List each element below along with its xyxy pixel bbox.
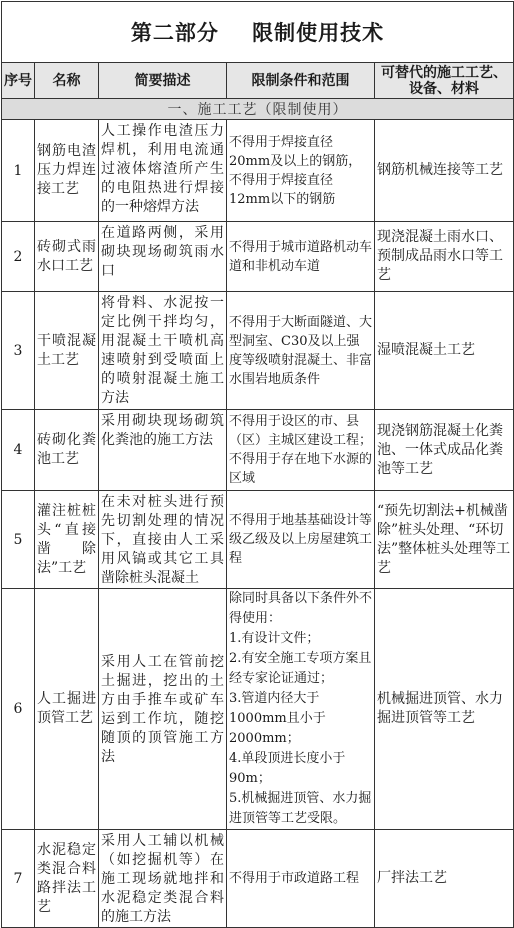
page-title: 第二部分 限制使用技术 <box>2 2 514 63</box>
table-row <box>2 120 514 222</box>
row-num: 7 <box>2 830 35 928</box>
row-num: 2 <box>2 222 35 292</box>
row-alt: 现浇混凝土雨水口、预制成品雨水口等工艺 <box>375 222 514 292</box>
cond-item: 1.有设计文件； <box>229 631 320 646</box>
row-name: 钢筋电渣压力焊连接工艺 <box>35 120 99 222</box>
header-cond: 限制条件和范围 <box>227 63 375 99</box>
header-row <box>2 63 514 99</box>
row-cond: 不得用于设区的市、县（区）主城区建设工程；不得用于存在地下水源的区域 <box>227 410 375 491</box>
row-desc: 采用人工在管前挖土掘进，挖出的土方由手推车或矿车运到工作坑，随挖随顶的顶管施工方法 <box>99 589 227 830</box>
table-row <box>2 589 514 830</box>
row-alt: “预先切割法+机械凿除”桩头处理、“环切法”整体桩头处理等工艺 <box>375 491 514 589</box>
row-alt: 厂拌法工艺 <box>375 830 514 928</box>
row-desc: 在未对桩头进行预先切割处理的情况下，直接由人工采用风镐或其它工具凿除桩头混凝土 <box>99 491 227 589</box>
row-cond: 不得用于大断面隧道、大型洞室、C30及以上强度等级喷射混凝土、非富水围岩地质条件 <box>227 292 375 410</box>
header-name: 名称 <box>35 63 99 99</box>
row-num: 6 <box>2 589 35 830</box>
row-alt: 湿喷混凝土工艺 <box>375 292 514 410</box>
row-desc: 在道路两侧，采用砌块现场砌筑雨水口 <box>99 222 227 292</box>
row-name: 干喷混凝土工艺 <box>35 292 99 410</box>
row-num: 5 <box>2 491 35 589</box>
cond-item: 2.有安全施工专项方案且经专家论证通过； <box>229 651 372 686</box>
table-row <box>2 491 514 589</box>
cond-item: 5.机械掘进顶管、水力掘进顶管等工艺受限。 <box>229 791 372 826</box>
row-name: 砖砌式雨水口工艺 <box>35 222 99 292</box>
row-cond: 不得用于城市道路机动车道和非机动车道 <box>227 222 375 292</box>
row-alt: 钢筋机械连接等工艺 <box>375 120 514 222</box>
header-num: 序号 <box>2 63 35 99</box>
row-name: 人工掘进顶管工艺 <box>35 589 99 830</box>
row-desc: 将骨料、水泥按一定比例干拌均匀，用混凝土干喷机高速喷射到受喷面上的喷射混凝土施工方法 <box>99 292 227 410</box>
cond-item: 3.管道内径大于1000mm且小于2000mm； <box>229 691 326 746</box>
row-alt: 现浇钢筋混凝土化粪池、一体式成品化粪池等工艺 <box>375 410 514 491</box>
header-alt: 可替代的施工工艺、设备、材料 <box>375 63 514 99</box>
row-desc: 采用砌块现场砌筑化粪池的施工方法 <box>99 410 227 491</box>
table-row <box>2 222 514 292</box>
table-row <box>2 830 514 928</box>
row-desc: 采用人工辅以机械（如挖掘机等）在施工现场就地拌和水泥稳定类混合料的施工方法 <box>99 830 227 928</box>
row-name: 水泥稳定类混合料路拌法工艺 <box>35 830 99 928</box>
row-num: 4 <box>2 410 35 491</box>
cond-intro: 除同时具备以下条件外不得使用： <box>229 591 373 626</box>
row-name: 灌注桩桩头“直接凿除法”工艺 <box>35 491 99 589</box>
header-desc: 简要描述 <box>99 63 227 99</box>
table-row <box>2 292 514 410</box>
row-num: 1 <box>2 120 35 222</box>
row-alt: 机械掘进顶管、水力掘进顶管等工艺 <box>375 589 514 830</box>
section-title: 一、施工工艺（限制使用） <box>2 99 514 120</box>
row-cond: 不得用于焊接直径20mm及以上的钢筋，不得用于焊接直径12mm以下的钢筋 <box>227 120 375 222</box>
row-name: 砖砌化粪池工艺 <box>35 410 99 491</box>
row-cond: 不得用于地基基础设计等级乙级及以上房屋建筑工程 <box>227 491 375 589</box>
row-desc: 人工操作电渣压力焊机，利用电流通过液体熔渣所产生的电阻热进行焊接的一种熔焊方法 <box>99 120 227 222</box>
row-cond: 不得用于市政道路工程 <box>227 830 375 928</box>
restricted-tech-table <box>1 1 514 928</box>
table-row <box>2 410 514 491</box>
row-num: 3 <box>2 292 35 410</box>
cond-item: 4.单段顶进长度小于90m； <box>229 751 346 786</box>
row-cond <box>227 589 375 830</box>
